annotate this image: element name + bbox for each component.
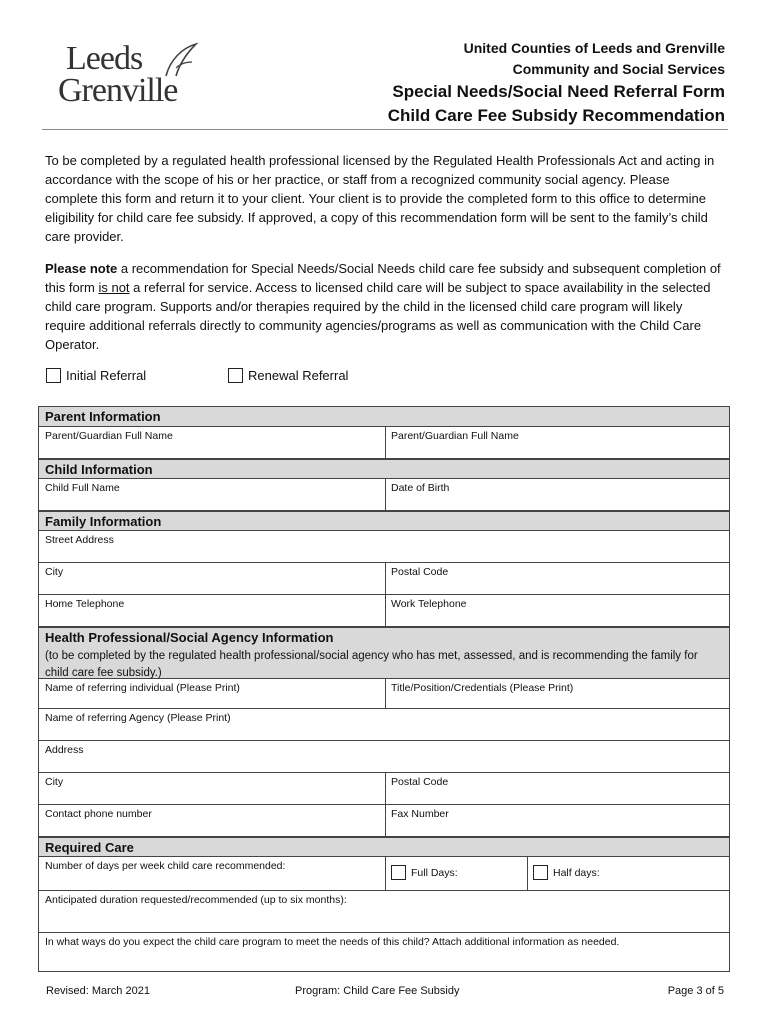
full-days-label: Full Days: [411, 866, 458, 879]
care-section-title: Required Care [45, 840, 134, 855]
street-address-label: Street Address [45, 534, 114, 546]
agency-address-field[interactable] [39, 741, 729, 773]
half-days-label: Half days: [553, 866, 600, 879]
program-needs-label: In what ways do you expect the child care program to meet the needs of this child? Attach additional information as needed. [45, 936, 620, 948]
divider [385, 479, 386, 511]
child-dob-field[interactable] [385, 479, 729, 511]
renewal-referral-checkbox[interactable] [228, 368, 243, 383]
child-name-label: Child Full Name [45, 482, 120, 494]
duration-label: Anticipated duration requested/recommended (up to six months): [45, 894, 347, 906]
child-section-title: Child Information [45, 462, 153, 477]
leaf-swirl-icon [162, 42, 198, 82]
form-subtitle: Child Care Fee Subsidy Recommendation [387, 106, 725, 125]
agency-postal-label: Postal Code [391, 776, 449, 788]
initial-referral-checkbox[interactable] [46, 368, 61, 383]
parent-section-title: Parent Information [45, 409, 161, 424]
contact-phone-field[interactable] [39, 805, 385, 837]
parent-name-field-1[interactable] [39, 427, 385, 459]
org-name: United Counties of Leeds and Grenville [463, 40, 725, 56]
home-telephone-field[interactable] [39, 595, 385, 627]
full-days-option[interactable] [385, 857, 527, 891]
parent-name-label-2: Parent/Guardian Full Name [391, 430, 519, 442]
renewal-referral-option[interactable] [228, 368, 348, 383]
family-postal-label: Postal Code [391, 566, 449, 578]
child-dob-label: Date of Birth [391, 482, 450, 494]
referring-agency-field[interactable] [39, 709, 729, 741]
divider [385, 679, 386, 709]
duration-field[interactable] [39, 891, 729, 933]
dept-name: Community and Social Services [512, 61, 725, 77]
logo-line2: Grenville [58, 72, 178, 109]
family-section-title: Family Information [45, 514, 162, 529]
half-days-checkbox[interactable] [533, 865, 548, 880]
agency-address-label: Address [45, 744, 84, 756]
leeds-grenville-logo [58, 40, 208, 112]
divider [527, 857, 528, 891]
footer-revised: Revised: March 2021 [46, 985, 150, 997]
work-telephone-label: Work Telephone [391, 598, 467, 610]
health-section-title: Health Professional/Social Agency Information [45, 630, 334, 645]
divider [385, 773, 386, 837]
program-needs-field[interactable] [39, 933, 729, 971]
note-label: Please note [45, 261, 118, 276]
contact-phone-label: Contact phone number [45, 808, 152, 820]
family-section-header [39, 511, 729, 531]
form-title: Special Needs/Social Need Referral Form [392, 82, 725, 101]
family-postal-field[interactable] [385, 563, 729, 595]
agency-postal-field[interactable] [385, 773, 729, 805]
referring-individual-field[interactable] [39, 679, 385, 709]
fax-number-label: Fax Number [391, 808, 449, 820]
agency-city-label: City [45, 776, 64, 788]
referring-agency-label: Name of referring Agency (Please Print) [45, 712, 231, 724]
divider [385, 857, 386, 891]
half-days-option[interactable] [527, 857, 729, 891]
renewal-referral-label: Renewal Referral [248, 368, 349, 383]
referrer-title-field[interactable] [385, 679, 729, 709]
note-text-a: a recommendation for Special Needs/Social Needs child care fee subsidy and subsequent completion of this form [45, 261, 721, 295]
referring-individual-label: Name of referring individual (Please Print) [45, 682, 240, 694]
initial-referral-label: Initial Referral [66, 368, 147, 383]
home-telephone-label: Home Telephone [45, 598, 125, 610]
days-per-week-label: Number of days per week child care recommended: [45, 860, 286, 872]
family-city-label: City [45, 566, 64, 578]
referrer-title-label: Title/Position/Credentials (Please Print) [391, 682, 574, 694]
health-section-subtitle: (to be completed by the regulated health professional/social agency who has met, assessed, and is recommending the family for child care fee subsidy.) [45, 650, 698, 679]
child-section-header [39, 459, 729, 479]
intro-paragraph: To be completed by a regulated health professional licensed by the Regulated Health Professionals Act and acting in accordance with the scope of his or her practice, or staff from a recognized community social agency. Please complete this form and return it to your client. Your client is to provide the completed form to this office to determine eligibility for child care fee subsidy. If approved, a copy of this recommendation form will be sent to the family’s child care provider. [45, 153, 715, 244]
child-name-field[interactable] [39, 479, 385, 511]
header-rule [42, 129, 728, 130]
initial-referral-option[interactable] [46, 368, 146, 383]
note-text-b: a referral for service. Access to licensed child care will be subject to space availability in the selected child care program. Supports and/or therapies required by the child in the licensed child care program will likely require additional referrals directly to community agencies/programs as well as communication with the Child Care Operator. [45, 280, 711, 352]
referral-form-table [38, 406, 730, 972]
health-section-header [39, 627, 729, 679]
note-paragraph [45, 259, 725, 354]
days-per-week-field[interactable] [39, 857, 385, 891]
logo-line1: Leeds [66, 40, 143, 77]
work-telephone-field[interactable] [385, 595, 729, 627]
divider [385, 563, 386, 627]
fax-number-field[interactable] [385, 805, 729, 837]
parent-name-label-1: Parent/Guardian Full Name [45, 430, 173, 442]
parent-name-field-2[interactable] [385, 427, 729, 459]
care-section-header [39, 837, 729, 857]
footer-program: Program: Child Care Fee Subsidy [295, 985, 460, 997]
note-is-not: is not [98, 280, 130, 295]
footer-page-number: Page 3 of 5 [667, 985, 724, 997]
street-address-field[interactable] [39, 531, 729, 563]
divider [385, 427, 386, 459]
full-days-checkbox[interactable] [391, 865, 406, 880]
agency-city-field[interactable] [39, 773, 385, 805]
family-city-field[interactable] [39, 563, 385, 595]
parent-section-header [39, 407, 729, 427]
